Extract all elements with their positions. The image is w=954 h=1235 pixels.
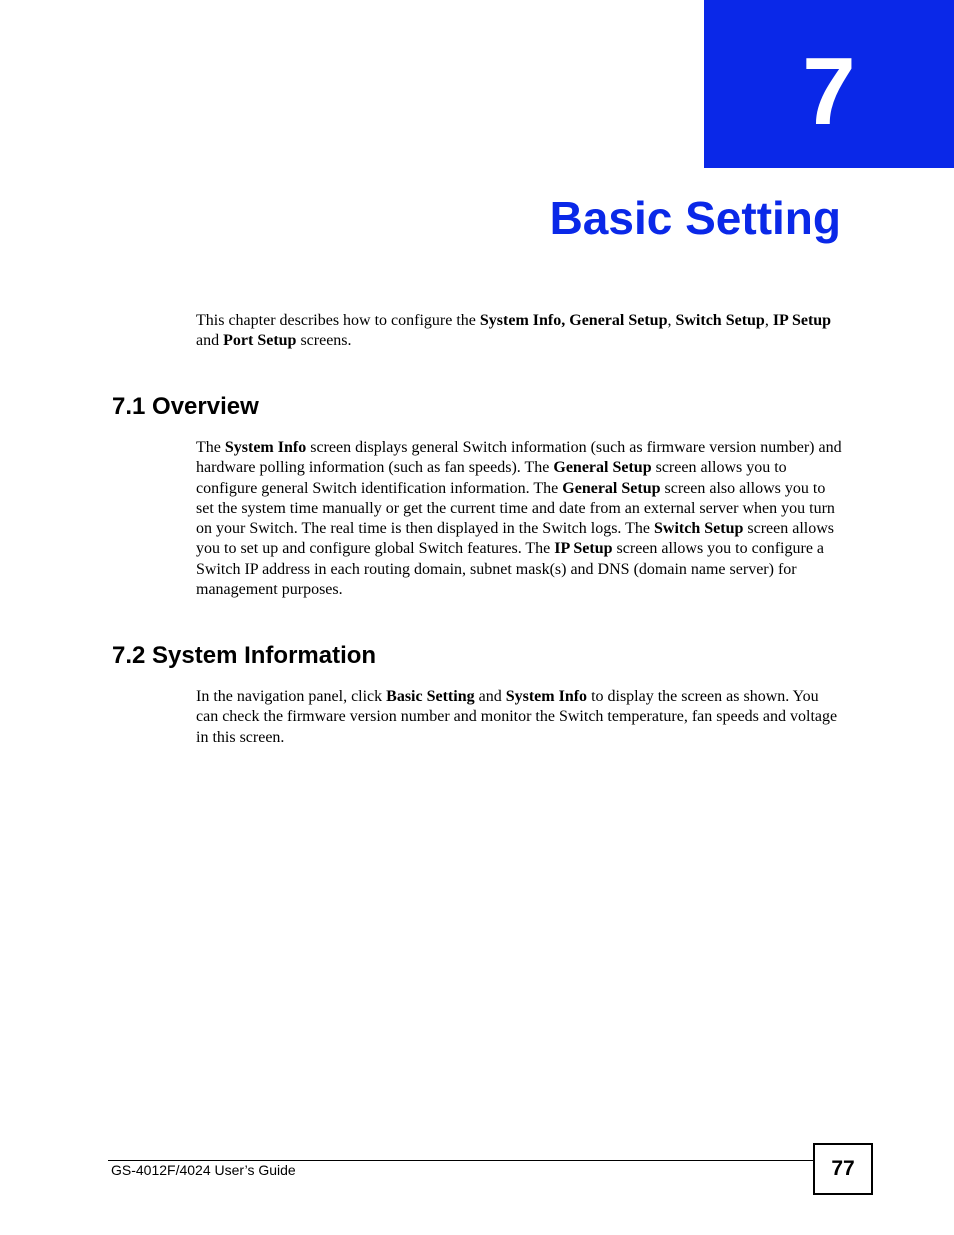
chapter-number: 7 [802, 38, 856, 145]
footer-divider [108, 1160, 813, 1161]
section-heading-overview: 7.1 Overview [112, 393, 259, 420]
page-number-box [813, 1143, 873, 1195]
footer-guide-name: GS-4012F/4024 User’s Guide [111, 1162, 296, 1178]
overview-paragraph: The System Info screen displays general Switch information (such as firmware version number) and hardware polling information (such as fan speeds). The General Setup screen allows you to configure general Switch identification information. The General Setup screen also allows you to set the system time manually or get the current time and date from an external server when you turn on your Switch. The real time is then displayed in the Switch logs. The Switch Setup screen allows you to set up and configure global Switch features. The IP Setup screen allows you to configure a Switch IP address in each routing domain, subnet mask(s) and DNS (domain name server) for management purposes. [196, 439, 842, 599]
section-heading-system-information: 7.2 System Information [112, 642, 377, 669]
page-number: 77 [831, 1157, 855, 1180]
chapter-number-box [704, 0, 954, 168]
chapter-title: Basic Setting [549, 192, 841, 244]
chapter-intro-paragraph: This chapter describes how to configure the System Info, General Setup, Switch Setup, IP Setup and Port Setup screens. [196, 312, 832, 350]
system-information-paragraph: In the navigation panel, click Basic Setting and System Info to display the screen as shown. You can check the firmware version number and monitor the Switch temperature, fan speeds and voltage in this screen. [196, 688, 838, 746]
